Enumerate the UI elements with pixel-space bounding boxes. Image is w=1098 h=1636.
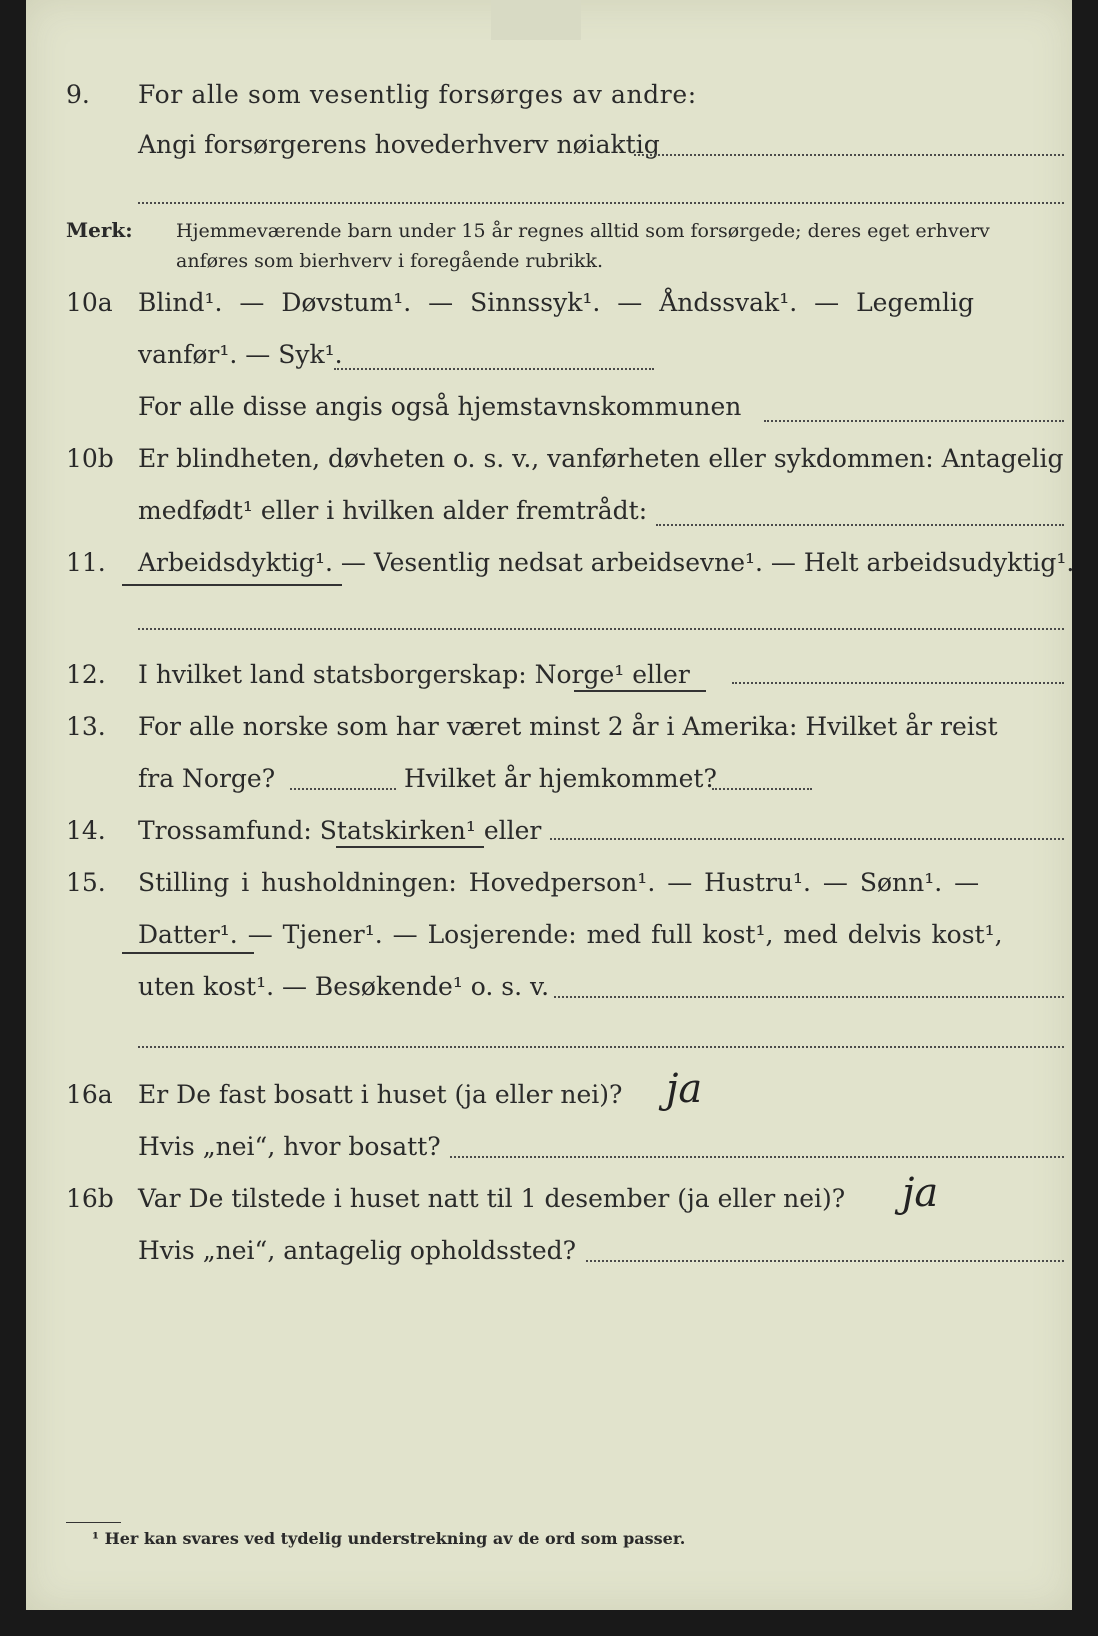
q9-extra-line[interactable] <box>138 202 1064 204</box>
q16a-field[interactable] <box>450 1156 1064 1158</box>
merk-line2: anføres som bierhverv i foregående rubrikk. <box>176 250 604 272</box>
paper-tab <box>491 0 581 40</box>
footnote: ¹ Her kan svares ved tydelig understrekning av de ord som passer. <box>92 1529 686 1548</box>
q12-field[interactable] <box>732 682 1064 684</box>
q16b-row2 <box>26 1236 1072 1276</box>
q11-number: 11. <box>66 548 106 577</box>
q13-reist-field[interactable] <box>290 788 396 790</box>
merk-label: Merk: <box>66 218 133 242</box>
q16b-hvis-nei: Hvis „nei“, antagelig opholdssted? <box>138 1236 577 1265</box>
q9-provider-label: Angi forsørgerens hovederhverv nøiaktig <box>138 130 660 159</box>
footnote-rule <box>66 1522 121 1523</box>
q16b-number: 16b <box>66 1184 114 1213</box>
q10a-field[interactable] <box>334 368 654 370</box>
q10a-vanfor: vanfør¹. — Syk¹. <box>138 340 343 369</box>
q15-row1 <box>26 868 1072 908</box>
q16a-hvis-nei: Hvis „nei“, hvor bosatt? <box>138 1132 441 1161</box>
q10b-row1 <box>26 444 1072 484</box>
q10b-number: 10b <box>66 444 114 473</box>
q13-hjemkommet-label: Hvilket år hjemkommet? <box>404 764 717 793</box>
q13-row1 <box>26 712 1072 752</box>
q16a-text: Er De fast bosatt i huset (ja eller nei)? <box>138 1080 623 1109</box>
merk-line1: Hjemmeværende barn under 15 år regnes alltid som forsørgede; deres eget erhverv <box>176 220 990 242</box>
q13-row2 <box>26 764 1072 804</box>
q16a-number: 16a <box>66 1080 113 1109</box>
q11-handwritten-underline <box>122 584 342 586</box>
q12-text: I hvilket land statsborgerskap: Norge¹ eller <box>138 660 690 689</box>
q15-row2 <box>26 920 1072 960</box>
q15-line3: uten kost¹. — Besøkende¹ o. s. v. <box>138 972 550 1001</box>
q10a-row3 <box>26 392 1072 432</box>
q13-reist-label: fra Norge? <box>138 764 276 793</box>
q14-number: 14. <box>66 816 106 845</box>
q16a-row2 <box>26 1132 1072 1172</box>
q13-hjemkommet-field[interactable] <box>712 788 812 790</box>
q9-row1 <box>26 80 1072 120</box>
q15-field[interactable] <box>554 996 1064 998</box>
q12-handwritten-underline <box>574 690 706 692</box>
q15-number: 15. <box>66 868 106 897</box>
q13-text: For alle norske som har været minst 2 år i Amerika: Hvilket år reist <box>138 712 998 741</box>
q10a-number: 10a <box>66 288 113 317</box>
q10a-row2 <box>26 340 1072 380</box>
q11-extra-line[interactable] <box>138 628 1064 630</box>
q10a-hjemstavn: For alle disse angis også hjemstavnskommunen <box>138 392 742 421</box>
q9-row2 <box>26 130 1072 170</box>
q15-extra-line[interactable] <box>138 1046 1064 1048</box>
q14-text: Trossamfund: Statskirken¹ eller <box>138 816 542 845</box>
q9-provider-field[interactable] <box>634 154 1064 156</box>
q10b-field[interactable] <box>656 524 1064 526</box>
q10a-text: Blind¹. — Døvstum¹. — Sinnssyk¹. — Åndssvak¹. — Legemlig <box>138 288 974 317</box>
q14-handwritten-underline <box>336 846 484 848</box>
q16b-handwritten-answer: ja <box>902 1170 939 1216</box>
q9-number: 9. <box>66 80 90 109</box>
q14-field[interactable] <box>550 838 1064 840</box>
q15-text: Stilling i husholdningen: Hovedperson¹. — Hustru¹. — Sønn¹. — <box>138 868 980 897</box>
q16a-handwritten-answer: ja <box>666 1066 703 1112</box>
q9-text: For alle som vesentlig forsørges av andre: <box>138 80 697 109</box>
q12-number: 12. <box>66 660 106 689</box>
q10a-row1 <box>26 288 1072 328</box>
q10a-hjemstavn-field[interactable] <box>764 420 1064 422</box>
q12-row <box>26 660 1072 700</box>
census-form-page <box>26 0 1075 1610</box>
q11-row <box>26 548 1075 588</box>
q16b-text: Var De tilstede i huset natt til 1 desember (ja eller nei)? <box>138 1184 846 1213</box>
q13-number: 13. <box>66 712 106 741</box>
q14-row <box>26 816 1072 856</box>
q11-text: Arbeidsdyktig¹. — Vesentlig nedsat arbeidsevne¹. — Helt arbeidsudyktig¹. <box>138 548 1075 577</box>
q16a-row1 <box>26 1080 1072 1120</box>
q15-row3 <box>26 972 1072 1012</box>
q10b-text: Er blindheten, døvheten o. s. v., vanførheten eller sykdommen: Antagelig <box>138 444 1064 473</box>
q15-handwritten-underline <box>122 952 254 954</box>
q15-line2: Datter¹. — Tjener¹. — Losjerende: med full kost¹, med delvis kost¹, <box>138 920 1003 949</box>
q10b-medfodt: medfødt¹ eller i hvilken alder fremtrådt: <box>138 496 648 525</box>
q10b-row2 <box>26 496 1072 536</box>
q16b-field[interactable] <box>586 1260 1064 1262</box>
